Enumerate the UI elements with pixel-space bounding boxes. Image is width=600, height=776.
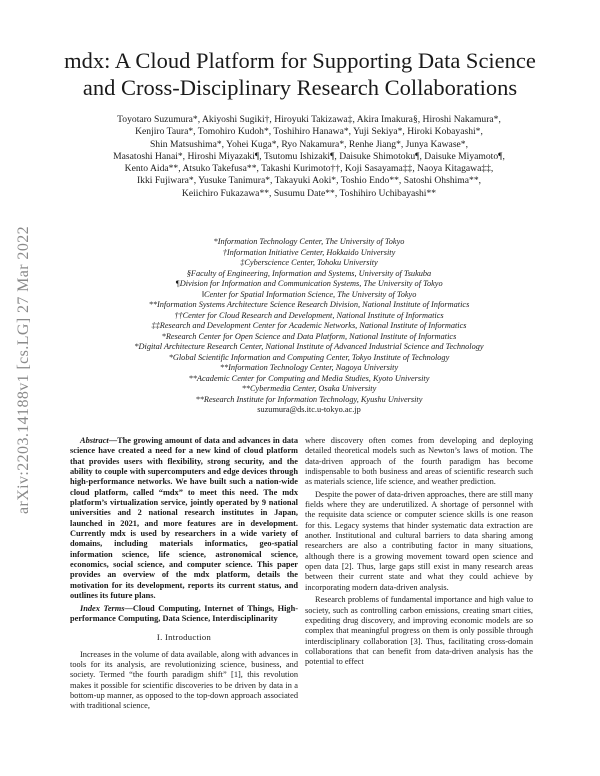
affiliation: §Faculty of Engineering, Information and Systems, University of Tsukuba: [186, 268, 432, 278]
arxiv-identifier: arXiv:2203.14188v1 [cs.LG] 27 Mar 2022: [15, 225, 33, 515]
affiliation: *Research Center for Open Science and Data Platform, National Institute of Informatics: [161, 331, 457, 341]
affiliation: **Research Institute for Information Technology, Kyushu University: [195, 394, 423, 404]
index-terms: [70, 604, 298, 625]
body-paragraph: where discovery often comes from developing and deploying detailed theoretical models such as Newton’s laws of motion. The data-driven approach of the fourth paradigm has become indispensable to both business and areas of scientific research such as materials science, life science, and weather prediction.: [305, 436, 533, 487]
abstract: [70, 436, 298, 602]
author-line: Masatoshi Hanai*, Hiroshi Miyazaki¶, Tsutomu Ishizaki¶, Daisuke Shimotoku¶, Daisuke Miyamoto¶,: [113, 150, 505, 162]
affiliation: †Information Initiative Center, Hokkaido University: [222, 247, 396, 257]
body-paragraph: Research problems of fundamental importance and high value to society, such as controlling carbon emissions, creating smart cities, expediting drug discovery, and improving economic models are so complex that meaningful progress on them is only possible through interdisciplinary collaboration [3]. Thus, facilitating cross-domain collaborations that can benefit from data-driven analysis has the potential to effect: [305, 595, 533, 667]
affiliation: *Information Technology Center, The University of Tokyo: [213, 237, 405, 246]
affiliation: *Digital Architecture Research Center, National Institute of Advanced Industrial Science and Technology: [134, 342, 484, 351]
author-line: Shin Matsushima*, Yohei Kuga*, Ryo Nakamura*, Renhe Jiang*, Junya Kawase*,: [149, 138, 469, 150]
intro-paragraph: Increases in the volume of data available, along with advances in tools for its analysis, are revolutionizing science, business, and society. Termed “the fourth paradigm shift” [1], this revolution makes it possible for scientific discoveries to be driven by data in a bottom-up manner, as opposed to the top-down approach associated with traditional science,: [70, 649, 298, 711]
abstract-text: —The growing amount of data and advances in data science have created a need for a new kind of cloud platform that provides users with flexibility, strong security, and the ability to couple with supercomputers and edge devices through high-performance networks. We have built such a nation-wide cloud platform, called “mdx” to meet this need. The mdx platform’s virtualization service, jointly operated by 9 national universities and 2 national research institutes in Japan, launched in 2021, and more features are in development. Currently mdx is used by researchers in a wide variety of domains, including materials informatics, geo-spatial information science, life science, astronomical science, economics, social science, and computer science. This paper provides an overview of the mdx platform, details the motivation for its development, reports its current status, and outlines its future plans.: [70, 436, 298, 601]
affiliation: ‡Cyberscience Center, Tohoku University: [240, 258, 378, 267]
author-line: Kenjiro Taura*, Tomohiro Kudoh*, Toshihiro Hanawa*, Yuji Sekiya*, Hiroki Kobayashi*,: [135, 126, 483, 138]
author-line: Ikki Fujiwara*, Yusuke Tanimura*, Takayuki Aoki*, Toshio Endo**, Satoshi Ohshima**,: [136, 175, 482, 187]
arxiv-identifier-sidebar: [4, 180, 44, 560]
author-list: [58, 114, 560, 200]
affiliation: **Academic Center for Computing and Media Studies, Kyoto University: [188, 373, 430, 383]
section-heading-introduction: I. Introduction: [156, 632, 212, 643]
body-paragraph: Despite the power of data-driven approaches, there are still many fields where they are underutilized. A shortage of personnel with the requisite data science or computer science skills is one reason for this. Legacy systems that hinder systematic data extraction are another. Institutional and cultural barriers to data sharing among researchers are also a contributing factor in many situations, although there is a growing movement toward open science and open data [2]. Thus, large gaps still exist in many research areas between their current state and what they could achieve by incorporating modern data-driven analysis.: [305, 489, 533, 592]
affiliation: *Global Scientific Information and Computing Center, Tokyo Institute of Technology: [168, 352, 450, 362]
right-column: [305, 436, 533, 668]
index-terms-label: Index Terms: [80, 603, 125, 613]
left-column: [70, 436, 298, 712]
affiliation: ‖Center for Spatial Information Science, The University of Tokyo: [201, 289, 417, 299]
author-line: Keiichiro Fukazawa**, Susumu Date**, Toshihiro Uchibayashi**: [181, 187, 437, 199]
affiliation: ¶Division for Information and Communication Systems, The University of Tokyo: [175, 279, 443, 288]
affiliation: **Cybermedia Center, Osaka University: [241, 384, 377, 393]
abstract-label: Abstract: [80, 436, 109, 445]
author-line: Kento Aida**, Atsuko Takefusa**, Takashi Kurimoto††, Koji Sasayama‡‡, Naoya Kitagawa‡‡,: [124, 163, 494, 175]
affiliation: **Information Systems Architecture Science Research Division, National Institute of Informatics: [148, 300, 470, 309]
affiliation-list: [58, 237, 560, 416]
affiliation: **Information Technology Center, Nagoya University: [219, 363, 399, 372]
affiliation: ‡‡Research and Development Center for Academic Networks, National Institute of Informatics: [151, 321, 467, 330]
index-terms-text: —Cloud Computing, Internet of Things, High-performance Computing, Data Science, Interdisciplinarity: [70, 603, 298, 623]
affiliation: ††Center for Cloud Research and Development, National Institute of Informatics: [174, 310, 444, 320]
title-line-1: mdx: A Cloud Platform for Supporting Data Science: [64, 48, 536, 73]
contact-email[interactable]: suzumura@ds.itc.u-tokyo.ac.jp: [257, 405, 361, 414]
paper-title: [40, 47, 560, 101]
author-line: Toyotaro Suzumura*, Akiyoshi Sugiki†, Hiroyuki Takizawa‡, Akira Imakura§, Hiroshi Nakamura*,: [117, 114, 501, 125]
title-line-2: and Cross-Disciplinary Research Collaborations: [82, 75, 518, 100]
